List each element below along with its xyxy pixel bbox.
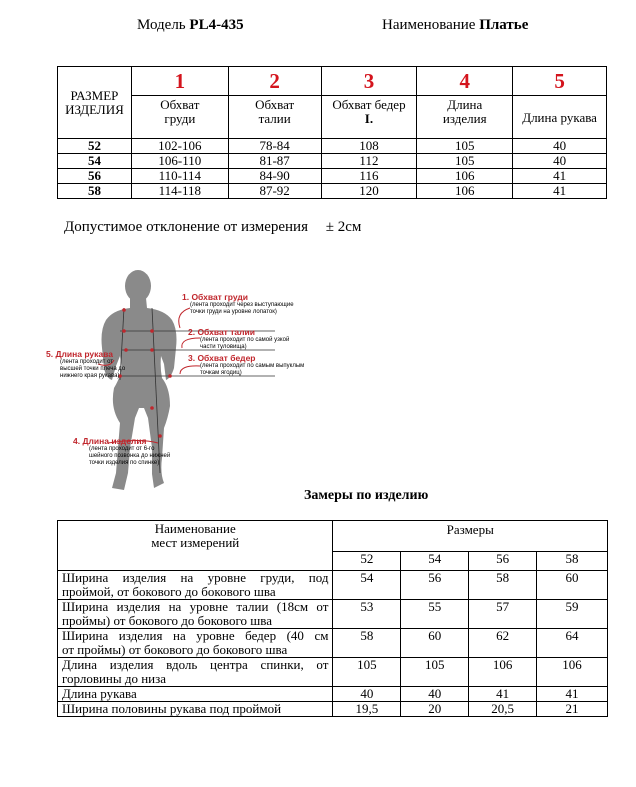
size-value-cell: 40 [513, 154, 607, 169]
measurement-value-cell: 60 [537, 571, 608, 600]
size-row [58, 154, 607, 169]
measurement-name-line: горловины до низа [62, 671, 167, 686]
figure-label-note-line: (лента проходит по самой узкой [200, 337, 290, 343]
size-value-cell: 87-92 [228, 184, 321, 199]
measurement-row [58, 687, 608, 702]
col-label-line: Обхват [160, 97, 200, 112]
measurement-value-cell: 59 [537, 600, 608, 629]
size-value-cell: 40 [513, 139, 607, 154]
figure-label-title: 2. Обхват талии [188, 327, 255, 337]
col-label-hips [321, 96, 417, 139]
measurement-value-cell: 19,5 [333, 702, 401, 717]
figure-label-note [190, 302, 382, 316]
figure-label-note-line: (лента проходит через выступающие [190, 302, 294, 308]
size-value-cell: 41 [513, 184, 607, 199]
figure-label-note-line: точкам ягодиц) [200, 370, 242, 376]
figure-label-chest [182, 292, 382, 316]
col-num-2: 2 [228, 67, 321, 96]
col-label-line: талии [258, 111, 291, 126]
measurement-value-cell: 55 [401, 600, 469, 629]
measurement-name-line: Ширина изделия на уровне бедер (40 см [62, 628, 329, 643]
figure-label-note-line: (лента проходит от [60, 359, 114, 365]
measurement-name-line: Длина изделия вдоль центра спинки, от [62, 657, 329, 672]
measurement-name-cell [58, 658, 333, 687]
measurements-title: Замеры по изделию [304, 488, 429, 503]
figure-label-note-line: части туловища) [200, 344, 247, 350]
measurement-value-cell: 20,5 [469, 702, 537, 717]
size-cell: 54 [58, 154, 132, 169]
measurement-value-cell: 53 [333, 600, 401, 629]
measurement-name-line: Ширина изделия на уровне талии (18см от [62, 599, 329, 614]
measurement-value-cell: 40 [401, 687, 469, 702]
measurement-name-line: Длина рукава [62, 686, 137, 701]
size-value-cell: 84-90 [228, 169, 321, 184]
measurement-row [58, 702, 608, 717]
measurement-name-cell [58, 629, 333, 658]
size-value-cell: 78-84 [228, 139, 321, 154]
figure-label-note-line: (лента проходит по самым выпуклым [200, 363, 305, 369]
measurements-table [57, 520, 608, 717]
figure-label-note-line: нижнего края рукава) [60, 373, 120, 379]
measurement-value-cell: 105 [333, 658, 401, 687]
figure-label-note [60, 359, 156, 380]
col-num-5: 5 [513, 67, 607, 96]
size-value-cell: 112 [321, 154, 417, 169]
model-value: PL4-435 [189, 17, 244, 33]
measurement-name-line: проймой, от бокового до бокового шва [62, 584, 276, 599]
tolerance-text: Допустимое отклонение от измерения [64, 219, 308, 235]
col-label-line: Длина рукава [522, 110, 597, 125]
tolerance-note [64, 219, 361, 236]
col-label-waist [228, 96, 321, 139]
size-cell: 52 [58, 139, 132, 154]
size-value-cell: 102-106 [131, 139, 228, 154]
size-header-line-1: РАЗМЕР [70, 87, 119, 103]
size-row [58, 169, 607, 184]
figure-label-note [89, 446, 193, 467]
col-num-3: 3 [321, 67, 417, 96]
size-value-cell: 106 [417, 184, 513, 199]
model-line [137, 17, 244, 34]
size-value-cell: 81-87 [228, 154, 321, 169]
measurement-row [58, 629, 608, 658]
figure-label-note-line: высшей точки плеча до [60, 366, 126, 372]
figure-label-note-line: точки изделия по спинке) [89, 460, 160, 466]
size-col-56: 56 [469, 552, 537, 571]
header-line: мест измерений [151, 535, 240, 550]
figure-label-note [200, 337, 388, 351]
col-label-line: I. [364, 111, 374, 126]
measurement-name-cell [58, 702, 333, 717]
measurement-value-cell: 64 [537, 629, 608, 658]
figure-label-waist [188, 327, 388, 351]
product-name-label: Наименование [382, 17, 476, 33]
model-label: Модель [137, 17, 186, 33]
col-label-line: груди [164, 111, 196, 126]
product-name-line [382, 17, 528, 34]
figure-label-title: 5. Длина рукава [46, 349, 113, 359]
tolerance-value: ± 2см [325, 219, 362, 235]
measurement-row [58, 600, 608, 629]
figure-label-note-line: (лента проходит от 6-го [89, 446, 155, 452]
measurement-value-cell: 57 [469, 600, 537, 629]
measurements-sizes-header: Размеры [333, 521, 608, 552]
measurement-value-cell: 58 [469, 571, 537, 600]
size-header-cell [58, 67, 132, 139]
size-header-line-2: ИЗДЕЛИЯ [65, 101, 124, 117]
product-name-value: Платье [479, 17, 529, 33]
measurement-value-cell: 105 [401, 658, 469, 687]
size-value-cell: 108 [321, 139, 417, 154]
figure-label-title: 3. Обхват бедер [188, 353, 256, 363]
measurement-value-cell: 56 [401, 571, 469, 600]
figure-label-note [200, 363, 388, 377]
size-value-cell: 114-118 [131, 184, 228, 199]
col-label-line: Обхват бедер [332, 97, 406, 112]
size-value-cell: 106-110 [131, 154, 228, 169]
col-num-1: 1 [131, 67, 228, 96]
figure-label-note-line: точки груди на уровне лопаток) [190, 309, 277, 315]
size-value-cell: 105 [417, 154, 513, 169]
measurement-value-cell: 20 [401, 702, 469, 717]
size-cell: 58 [58, 184, 132, 199]
size-value-cell: 41 [513, 169, 607, 184]
measurement-value-cell: 62 [469, 629, 537, 658]
measurement-value-cell: 41 [537, 687, 608, 702]
measurement-value-cell: 54 [333, 571, 401, 600]
size-row [58, 139, 607, 154]
measurement-name-cell [58, 571, 333, 600]
size-cell: 56 [58, 169, 132, 184]
measurement-name-line: Ширина изделия на уровне груди, под [62, 570, 329, 585]
size-value-cell: 120 [321, 184, 417, 199]
size-table [57, 66, 607, 199]
measurement-name-line: проймы) от бокового до бокового шва [62, 613, 272, 628]
size-col-58: 58 [537, 552, 608, 571]
measurement-row [58, 571, 608, 600]
size-col-52: 52 [333, 552, 401, 571]
measurement-name-line: Ширина половины рукава под проймой [62, 701, 282, 716]
size-value-cell: 105 [417, 139, 513, 154]
measurement-name-line: от проймы) от бокового до бокового шва [62, 642, 288, 657]
measurement-value-cell: 41 [469, 687, 537, 702]
col-label-chest [131, 96, 228, 139]
measurement-value-cell: 58 [333, 629, 401, 658]
size-value-cell: 110-114 [131, 169, 228, 184]
figure-label-sleeve [46, 349, 156, 380]
figure-label-hips [188, 353, 388, 377]
measurement-name-cell [58, 687, 333, 702]
size-col-54: 54 [401, 552, 469, 571]
measurement-name-cell [58, 600, 333, 629]
col-label-sleeve [513, 96, 607, 139]
measurement-row [58, 658, 608, 687]
col-label-length [417, 96, 513, 139]
measurement-value-cell: 106 [537, 658, 608, 687]
measurement-value-cell: 40 [333, 687, 401, 702]
measurement-value-cell: 106 [469, 658, 537, 687]
header-line: Наименование [154, 521, 236, 536]
col-num-4: 4 [417, 67, 513, 96]
figure-label-title: 4. Длина изделия [73, 436, 147, 446]
figure-label-length [73, 436, 193, 467]
size-value-cell: 106 [417, 169, 513, 184]
size-row [58, 184, 607, 199]
size-value-cell: 116 [321, 169, 417, 184]
measurement-value-cell: 21 [537, 702, 608, 717]
measurement-value-cell: 60 [401, 629, 469, 658]
figure-label-note-line: шейного позвонка до нижней [89, 453, 171, 459]
measurements-name-header [58, 521, 333, 571]
col-label-line: Длина [447, 97, 483, 112]
col-label-line: изделия [442, 111, 487, 126]
figure-label-title: 1. Обхват груди [182, 292, 248, 302]
col-label-line: Обхват [255, 97, 295, 112]
